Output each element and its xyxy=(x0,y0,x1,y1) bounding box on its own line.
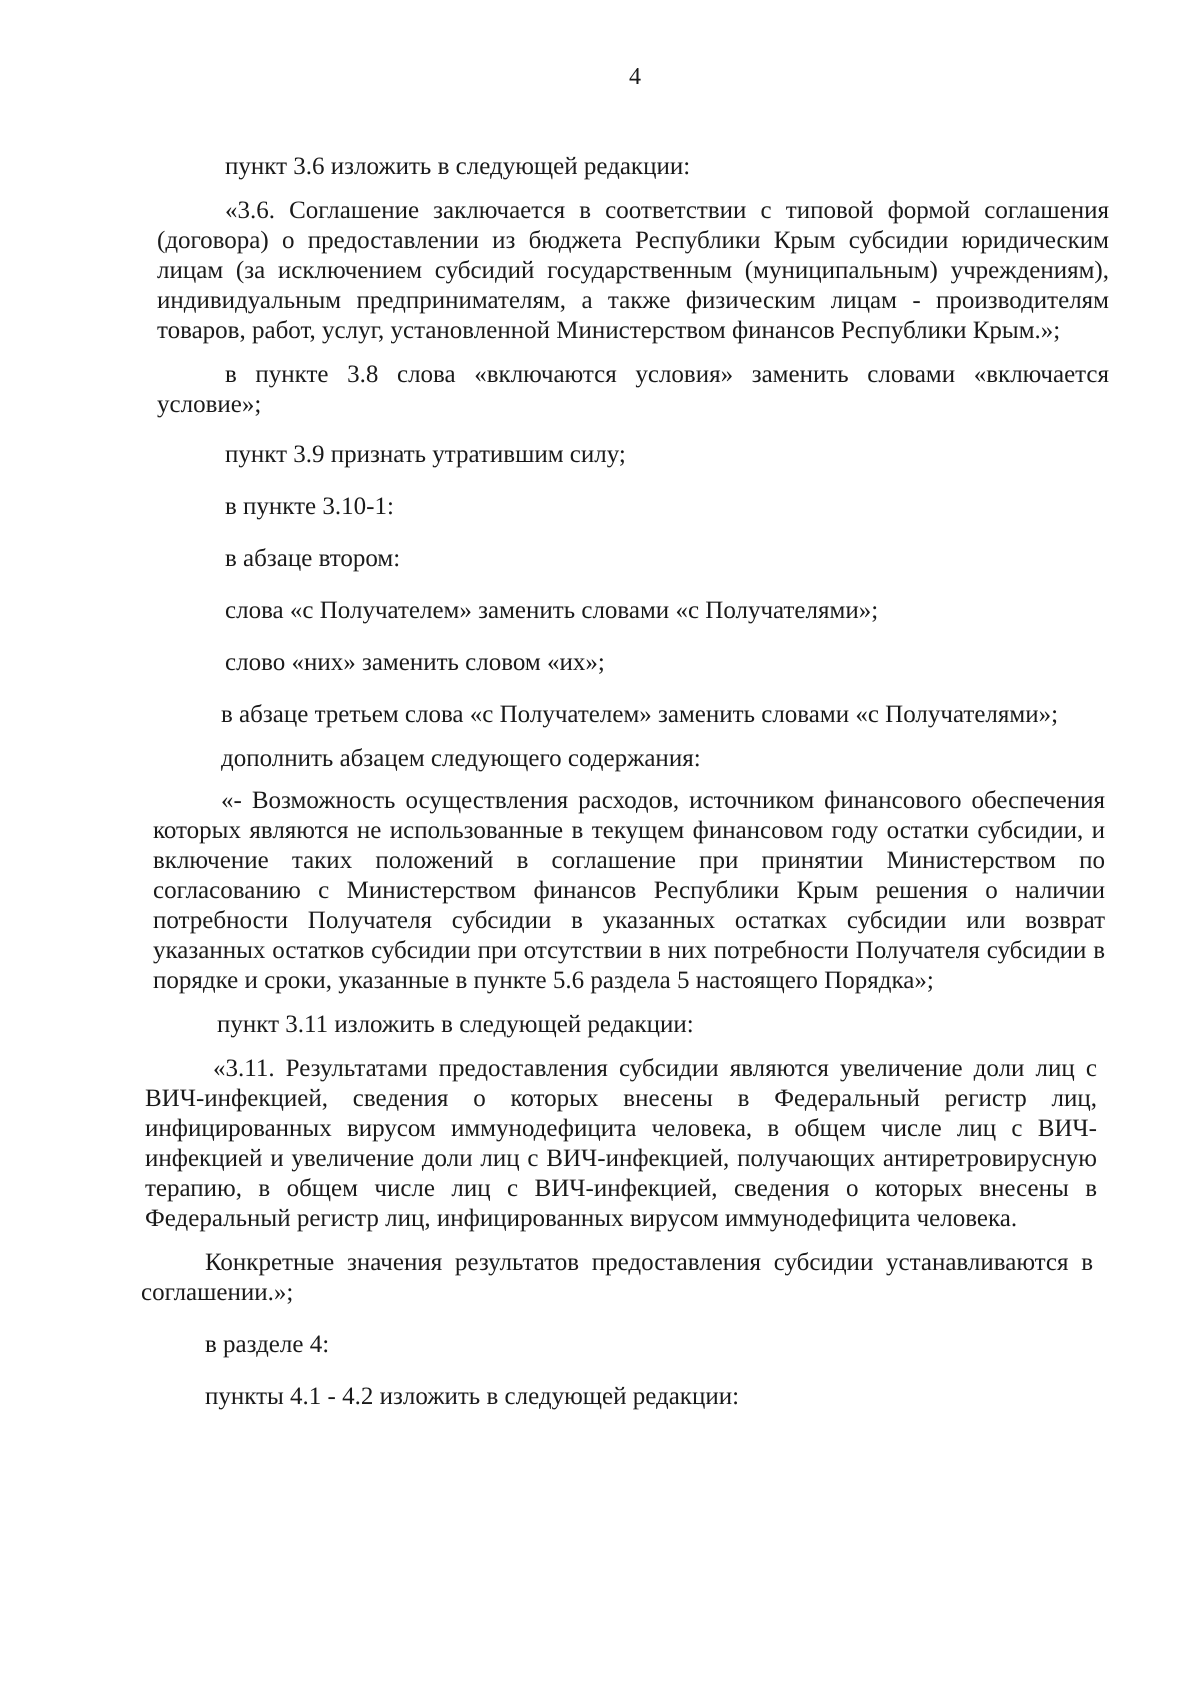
page-number: 4 xyxy=(629,64,641,90)
paragraph-6: в абзаце втором: xyxy=(225,545,401,572)
paragraph-8: слово «них» заменить словом «их»; xyxy=(225,649,605,676)
paragraph-3: в пункте 3.8 слова «включаются условия» заменить словами «включается условие»; xyxy=(157,361,1109,418)
paragraph-11: «- Возможность осуществления расходов, источником финансового обеспечения которых являются не использованные в текущем финансовом году остатки субсидии, и включение таких положений в соглашение при принятии Министерством по согласованию с Министерством финансов Республики Крым решения о наличии потребности Получателя субсидии в указанных остатках субсидии или возврат указанных остатков субсидии при отсутствии в них потребности Получателя субсидии в порядке и сроки, указанные в пункте 5.6 раздела 5 настоящего Порядка»; xyxy=(153,787,1105,994)
paragraph-10: дополнить абзацем следующего содержания: xyxy=(221,745,701,772)
paragraph-12: пункт 3.11 изложить в следующей редакции: xyxy=(217,1011,694,1038)
paragraph-9: в абзаце третьем слова «с Получателем» заменить словами «с Получателями»; xyxy=(221,701,1059,728)
paragraph-4: пункт 3.9 признать утратившим силу; xyxy=(225,441,626,468)
paragraph-16: пункты 4.1 - 4.2 изложить в следующей редакции: xyxy=(205,1383,740,1410)
paragraph-2: «3.6. Соглашение заключается в соответствии с типовой формой соглашения (договора) о предоставлении из бюджета Республики Крым субсидии юридическим лицам (за исключением субсидий государственным (муниципальным) учреждениям), индивидуальным предпринимателям, а также физическим лицам - производителям товаров, работ, услуг, установленной Министерством финансов Республики Крым.»; xyxy=(157,197,1109,344)
paragraph-7: слова «с Получателем» заменить словами «с Получателями»; xyxy=(225,597,879,624)
paragraph-13: «3.11. Результатами предоставления субсидии являются увеличение доли лиц с ВИЧ-инфекцией, сведения о которых внесены в Федеральный регистр лиц, инфицированных вирусом иммунодефицита человека, в общем числе лиц с ВИЧ-инфекцией и увеличение доли лиц с ВИЧ-инфекцией, получающих антиретровирусную терапию, в общем числе лиц с ВИЧ-инфекцией, сведения о которых внесены в Федеральный регистр лиц, инфицированных вирусом иммунодефицита человека. xyxy=(145,1055,1097,1232)
paragraph-15: в разделе 4: xyxy=(205,1331,330,1358)
paragraph-5: в пункте 3.10-1: xyxy=(225,493,394,520)
paragraph-1: пункт 3.6 изложить в следующей редакции: xyxy=(225,153,691,180)
document-body xyxy=(141,152,1109,1412)
paragraph-14: Конкретные значения результатов предоставления субсидии устанавливаются в соглашении.»; xyxy=(141,1249,1093,1306)
